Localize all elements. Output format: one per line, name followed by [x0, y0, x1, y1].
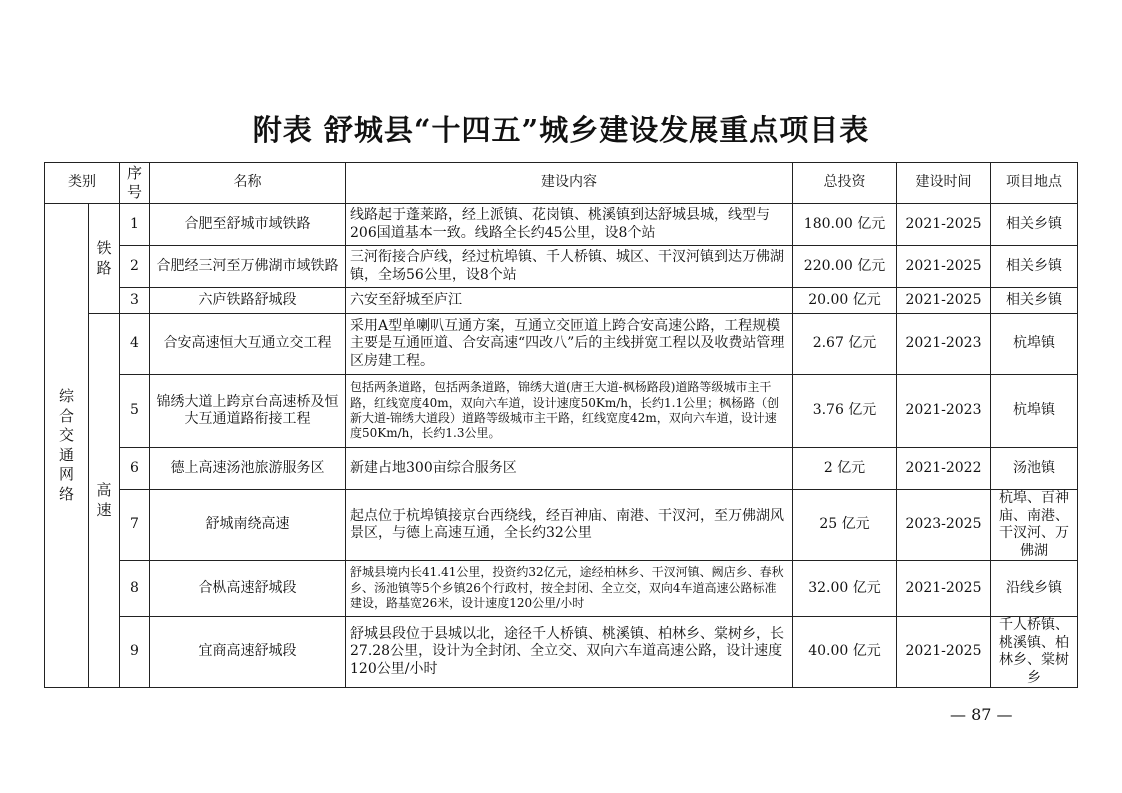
cell-content: 舒城县境内长41.41公里，投资约32亿元，途经柏林乡、干汊河镇、阙店乡、春秋乡、汤池镇等5个乡镇26个行政村，按全封闭、全立交，双向4车道高速公路标准建设，路基宽26米，设计速度120公里/小时 [346, 561, 793, 617]
cell-content: 线路起于蓬莱路，经上派镇、花岗镇、桃溪镇到达舒城县城，线型与206国道基本一致。线路全长约45公里，设8个站 [346, 204, 793, 246]
cell-content: 采用A型单喇叭互通方案，互通立交匝道上跨合安高速公路，工程规模主要是互通匝道、合安高速“四改八”后的主线拼宽工程以及收费站管理区房建工程。 [346, 314, 793, 375]
cell-content: 舒城县段位于县城以北，途径千人桥镇、桃溪镇、柏林乡、棠树乡，长27.28公里，设计为全封闭、全立交、双向六车道高速公路，设计速度120公里/小时 [346, 617, 793, 688]
cell-location: 千人桥镇、桃溪镇、柏林乡、棠树乡 [991, 617, 1078, 688]
cell-name: 德上高速汤池旅游服务区 [150, 448, 346, 490]
cell-seq: 6 [120, 448, 150, 490]
table-row [45, 288, 1078, 314]
cell-investment: 32.00 亿元 [793, 561, 897, 617]
table-row [45, 375, 1078, 448]
cell-name: 合肥经三河至万佛湖市域铁路 [150, 246, 346, 288]
cell-period: 2021-2025 [897, 204, 991, 246]
cell-location: 汤池镇 [991, 448, 1078, 490]
cell-seq: 9 [120, 617, 150, 688]
header-location: 项目地点 [991, 163, 1078, 204]
table-row [45, 204, 1078, 246]
table-row [45, 448, 1078, 490]
cell-investment: 2.67 亿元 [793, 314, 897, 375]
cell-location: 沿线乡镇 [991, 561, 1078, 617]
cell-location: 相关乡镇 [991, 246, 1078, 288]
cell-content: 六安至舒城至庐江 [346, 288, 793, 314]
cell-name: 合安高速恒大互通立交工程 [150, 314, 346, 375]
cell-location: 杭埠镇 [991, 375, 1078, 448]
cell-seq: 4 [120, 314, 150, 375]
cell-period: 2021-2025 [897, 561, 991, 617]
table-row [45, 314, 1078, 375]
cell-seq: 5 [120, 375, 150, 448]
cell-investment: 25 亿元 [793, 490, 897, 561]
projects-table [44, 162, 1078, 688]
table-row [45, 561, 1078, 617]
cell-period: 2023-2025 [897, 490, 991, 561]
cell-seq: 1 [120, 204, 150, 246]
cell-period: 2021-2023 [897, 375, 991, 448]
cell-investment: 2 亿元 [793, 448, 897, 490]
header-name: 名称 [150, 163, 346, 204]
table-row [45, 617, 1078, 688]
cell-content: 包括两条道路，包括两条道路，锦绣大道(唐王大道-枫杨路段)道路等级城市主干路，红线宽度40m，双向六车道，设计速度50Km/h，长约1.1公里；枫杨路（创新大道-锦绣大道段）道路等级城市主干路，红线宽度42m，双向六车道，设计速度50Km/h，长约1.3公里。 [346, 375, 793, 448]
cell-investment: 220.00 亿元 [793, 246, 897, 288]
cell-period: 2021-2023 [897, 314, 991, 375]
table-row [45, 246, 1078, 288]
page-number: — 87 — [950, 705, 1013, 724]
cell-location: 杭埠镇 [991, 314, 1078, 375]
cell-location: 杭埠、百神庙、南港、干汊河、万佛湖 [991, 490, 1078, 561]
header-content: 建设内容 [346, 163, 793, 204]
cell-name: 锦绣大道上跨京台高速桥及恒大互通道路衔接工程 [150, 375, 346, 448]
header-seq: 序号 [120, 163, 150, 204]
cell-name: 宜商高速舒城段 [150, 617, 346, 688]
cell-content: 新建占地300亩综合服务区 [346, 448, 793, 490]
cell-name: 合肥至舒城市域铁路 [150, 204, 346, 246]
cell-investment: 3.76 亿元 [793, 375, 897, 448]
cell-seq: 2 [120, 246, 150, 288]
table-row [45, 490, 1078, 561]
document-title: 附表 舒城县“十四五”城乡建设发展重点项目表 [252, 113, 870, 147]
cell-investment: 180.00 亿元 [793, 204, 897, 246]
header-period: 建设时间 [897, 163, 991, 204]
group-railway: 铁路 [89, 204, 120, 314]
cell-name: 合枞高速舒城段 [150, 561, 346, 617]
cell-name: 六庐铁路舒城段 [150, 288, 346, 314]
cell-seq: 7 [120, 490, 150, 561]
cell-period: 2021-2025 [897, 617, 991, 688]
cell-period: 2021-2025 [897, 246, 991, 288]
cell-period: 2021-2022 [897, 448, 991, 490]
header-investment: 总投资 [793, 163, 897, 204]
cell-seq: 8 [120, 561, 150, 617]
cell-location: 相关乡镇 [991, 204, 1078, 246]
header-category: 类别 [45, 163, 120, 204]
cell-content: 起点位于杭埠镇接京台西绕线，经百神庙、南港、干汊河，至万佛湖风景区，与德上高速互通，全长约32公里 [346, 490, 793, 561]
cell-period: 2021-2025 [897, 288, 991, 314]
cell-name: 舒城南绕高速 [150, 490, 346, 561]
cell-location: 相关乡镇 [991, 288, 1078, 314]
cell-content: 三河衔接合庐线，经过杭埠镇、千人桥镇、城区、干汊河镇到达万佛湖镇，全场56公里，设8个站 [346, 246, 793, 288]
table-header-row [45, 163, 1078, 204]
group-highway: 高速 [89, 314, 120, 688]
cell-investment: 40.00 亿元 [793, 617, 897, 688]
cell-investment: 20.00 亿元 [793, 288, 897, 314]
group-main: 综合交通网络 [45, 204, 89, 688]
cell-seq: 3 [120, 288, 150, 314]
